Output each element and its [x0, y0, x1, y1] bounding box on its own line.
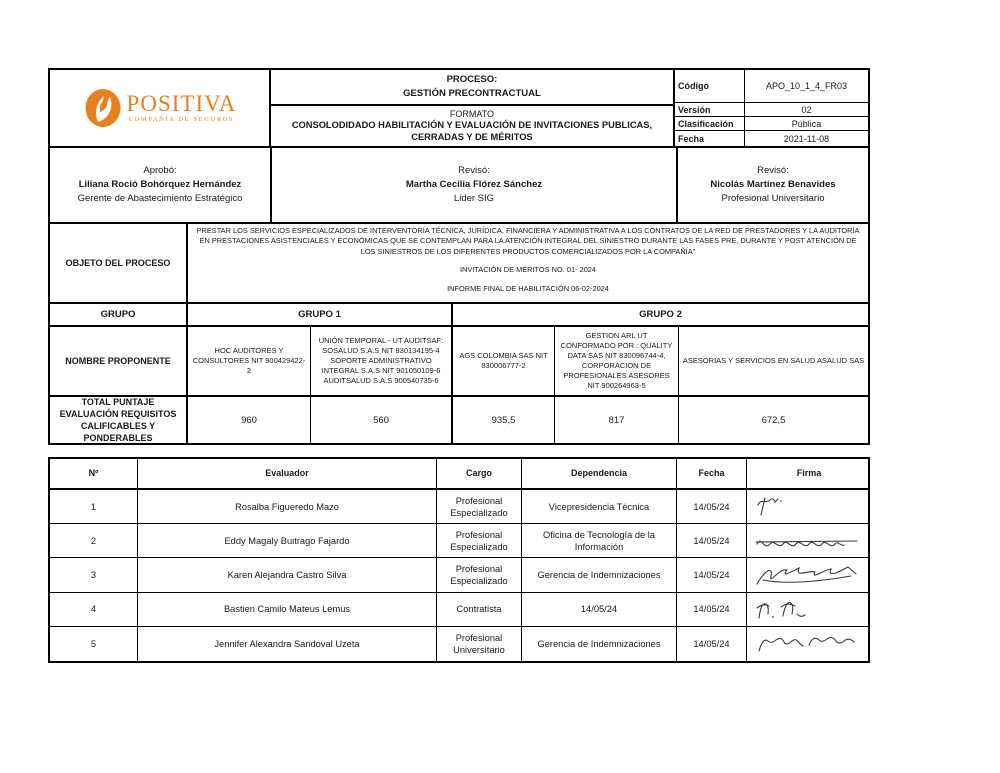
codigo-label: Código: [675, 70, 745, 102]
evaluator-cargo: Profesional Especializado: [437, 558, 522, 591]
col-header-numero: Nº: [50, 459, 138, 488]
proceso-value: GESTIÓN PRECONTRACTUAL: [403, 88, 541, 99]
evaluator-fecha: 14/05/24: [677, 627, 747, 661]
approval-title: Gerente de Abastecimiento Estratégico: [77, 193, 243, 205]
evaluator-dependencia: 14/05/24: [522, 593, 677, 626]
signature-image: [753, 594, 823, 624]
evaluator-number: 2: [50, 524, 138, 557]
signature-image: [753, 493, 813, 521]
approval-name: Martha Cecilia Flórez Sánchez: [405, 178, 543, 190]
grupo2-label: GRUPO 2: [639, 309, 682, 320]
signature-image: [753, 631, 863, 657]
evaluator-dependencia: Oficina de Tecnología de la Información: [522, 524, 677, 557]
evaluators-header-row: [50, 459, 868, 490]
fecha-value: 2021-11-08: [783, 133, 830, 144]
evaluator-fecha: 14/05/24: [677, 490, 747, 523]
form-document: [48, 68, 870, 663]
col-header-cargo: Cargo: [437, 459, 522, 488]
evaluator-row: [50, 490, 868, 524]
meta-row-version: [675, 103, 868, 117]
approval-role: Revisó:: [757, 164, 789, 176]
meta-row-codigo: [675, 70, 868, 103]
signature-cell: [747, 593, 868, 626]
header-top-row: [50, 70, 868, 146]
total-label: TOTAL PUNTAJE EVALUACIÓN REQUISITOS CALIFICABLES Y PONDERABLES: [50, 397, 188, 443]
proceso-label: PROCESO:: [446, 74, 498, 86]
approval-role: Aprobó:: [143, 164, 177, 176]
company-logo: [83, 87, 237, 129]
proponents-row: [50, 325, 868, 395]
signature-image: [753, 560, 863, 590]
objeto-row: [50, 222, 868, 302]
proceso-box: [271, 70, 673, 106]
approval-reviso-1: [272, 148, 678, 222]
evaluator-fecha: 14/05/24: [677, 524, 747, 557]
proponent-score: 560: [311, 397, 453, 443]
logo-tagline-text: COMPAÑÍA DE SEGUROS: [128, 116, 235, 124]
evaluator-name: Jennifer Alexandra Sandoval Uzeta: [138, 627, 437, 661]
codigo-value: APO_10_1_4_FR03: [765, 81, 847, 91]
logo-cell: [50, 70, 271, 146]
logo-brand-text: POSITIVA: [126, 91, 237, 117]
evaluator-number: 4: [50, 593, 138, 626]
approvals-row: [50, 146, 868, 222]
clasificacion-value: Pública: [791, 118, 822, 129]
evaluator-cargo: Profesional Especializado: [437, 490, 522, 523]
approval-role: Revisó:: [458, 164, 490, 176]
nombre-proponente-label: NOMBRE PROPONENTE: [50, 327, 188, 395]
evaluator-dependencia: Vicepresidencia Técnica: [522, 490, 677, 523]
title-cell: [271, 70, 675, 146]
evaluator-name: Rosalba Figueredo Mazo: [138, 490, 437, 523]
positiva-logo-icon: [83, 87, 123, 129]
evaluator-fecha: 14/05/24: [677, 558, 747, 591]
version-value: 02: [801, 104, 812, 115]
objeto-content: [188, 224, 868, 302]
header-table: [48, 68, 870, 445]
objeto-invitation: INVITACIÓN DE MÉRITOS NO. 01- 2024: [459, 265, 597, 275]
formato-title: CONSOLODIDADO HABILITACIÓN Y EVALUACIÓN DE INVITACIONES PUBLICAS, CERRADAS Y DE MÉRITOS: [291, 119, 653, 142]
signature-image: [753, 528, 863, 554]
proponent-score: 960: [188, 397, 311, 443]
proponent-name: HOC AUDITORES Y CONSULTORES NIT 900429422-2: [188, 327, 311, 395]
evaluator-name: Bastien Camilo Mateus Lemus: [138, 593, 437, 626]
col-header-dependencia: Dependencia: [522, 459, 677, 488]
evaluator-number: 3: [50, 558, 138, 591]
col-header-fecha: Fecha: [677, 459, 747, 488]
evaluator-dependencia: Gerencia de Indemnizaciones: [522, 558, 677, 591]
evaluator-name: Eddy Magaly Buitrago Fajardo: [138, 524, 437, 557]
proponent-score: 817: [555, 397, 679, 443]
evaluator-row: [50, 524, 868, 558]
proponent-score: 935,5: [453, 397, 555, 443]
evaluator-cargo: Profesional Universitario: [437, 627, 522, 661]
evaluator-fecha: 14/05/24: [677, 593, 747, 626]
evaluator-number: 5: [50, 627, 138, 661]
evaluator-row: [50, 593, 868, 627]
meta-cell: [675, 70, 868, 146]
col-header-firma: Firma: [796, 467, 822, 478]
total-row: [50, 395, 868, 443]
meta-row-clasificacion: [675, 117, 868, 131]
approval-title: Profesional Universitario: [721, 193, 825, 205]
signature-cell: [747, 490, 868, 523]
formato-box: [271, 106, 673, 146]
evaluator-row: [50, 627, 868, 661]
evaluator-cargo: Profesional Especializado: [437, 524, 522, 557]
grupo-label: GRUPO: [50, 304, 188, 325]
col-header-evaluador: Evaluador: [138, 459, 437, 488]
version-label: Versión: [675, 103, 745, 116]
approval-name: Nicolás Martínez Benavides: [710, 178, 836, 190]
proponent-name: GESTION ARL UT CONFORMADO POR : QUALITY DATA SAS NIT 830096744-4, CORPORACION DE PROFESIONALES ASESORES NIT 900264963-5: [555, 327, 679, 395]
meta-row-fecha: [675, 131, 868, 146]
evaluator-cargo: Contratista: [437, 593, 522, 626]
evaluator-row: [50, 558, 868, 592]
approval-aprobo: [50, 148, 272, 222]
signature-cell: [747, 524, 868, 557]
evaluators-table: [48, 457, 870, 663]
formato-label: FORMATO: [449, 108, 495, 119]
evaluator-name: Karen Alejandra Castro Silva: [138, 558, 437, 591]
grupo1-label: GRUPO 1: [188, 304, 453, 325]
approval-name: Liliana Roció Bohórquez Hernández: [78, 178, 242, 190]
proponent-score: 672,5: [761, 414, 786, 426]
evaluator-number: 1: [50, 490, 138, 523]
signature-cell: [747, 558, 868, 591]
clasificacion-label: Clasificación: [675, 117, 745, 130]
signature-cell: [747, 627, 868, 661]
approval-title: Lider SIG: [453, 193, 495, 205]
grupo-header-row: [50, 302, 868, 325]
evaluator-dependencia: Gerencia de Indemnizaciones: [522, 627, 677, 661]
objeto-report: INFORME FINAL DE HABILITACIÓN 06-02-2024: [447, 284, 609, 294]
proponent-name: UNIÓN TEMPORAL - UT AUDITSAF: SOSALUD S.A.S NIT 830134195-4 SOPORTE ADMINISTRATIVO INTEGRAL S.A.S NIT 901050109-6 AUDITSALUD S.A.S 900540735-6: [311, 327, 453, 395]
proponent-name: AGS COLOMBIA SAS NIT 830006777-2: [453, 327, 555, 395]
proponent-name: ASESORIAS Y SERVICIOS EN SALUD ASALUD SAS: [682, 355, 865, 365]
objeto-paragraph: PRESTAR LOS SERVICIOS ESPECIALIZADOS DE INTERVENTORÍA TÉCNICA, JURÍDICA, FINANCIERA Y ADMINISTRATIVA A LOS CONTRATOS DE LA RED DE PRESTADORES Y LA AUDITORÍA EN PRESTACIONES ASISTENCIALES Y ECONÓMICAS QUE SE CONTEMPLAN PARA LA ATENCIÓN INTEGRAL DEL SINIESTRO DURANTE LAS FASES PRE, DURANTE Y POST ATENCIÓN DE LOS SINIESTROS DE LOS DIFERENTES PRODUCTOS COMERCIALIZADOS POR LA COMPAÑÍA": [196, 226, 860, 256]
objeto-label: OBJETO DEL PROCESO: [50, 224, 188, 302]
approval-reviso-2: [678, 148, 868, 222]
fecha-label: Fecha: [675, 131, 745, 146]
